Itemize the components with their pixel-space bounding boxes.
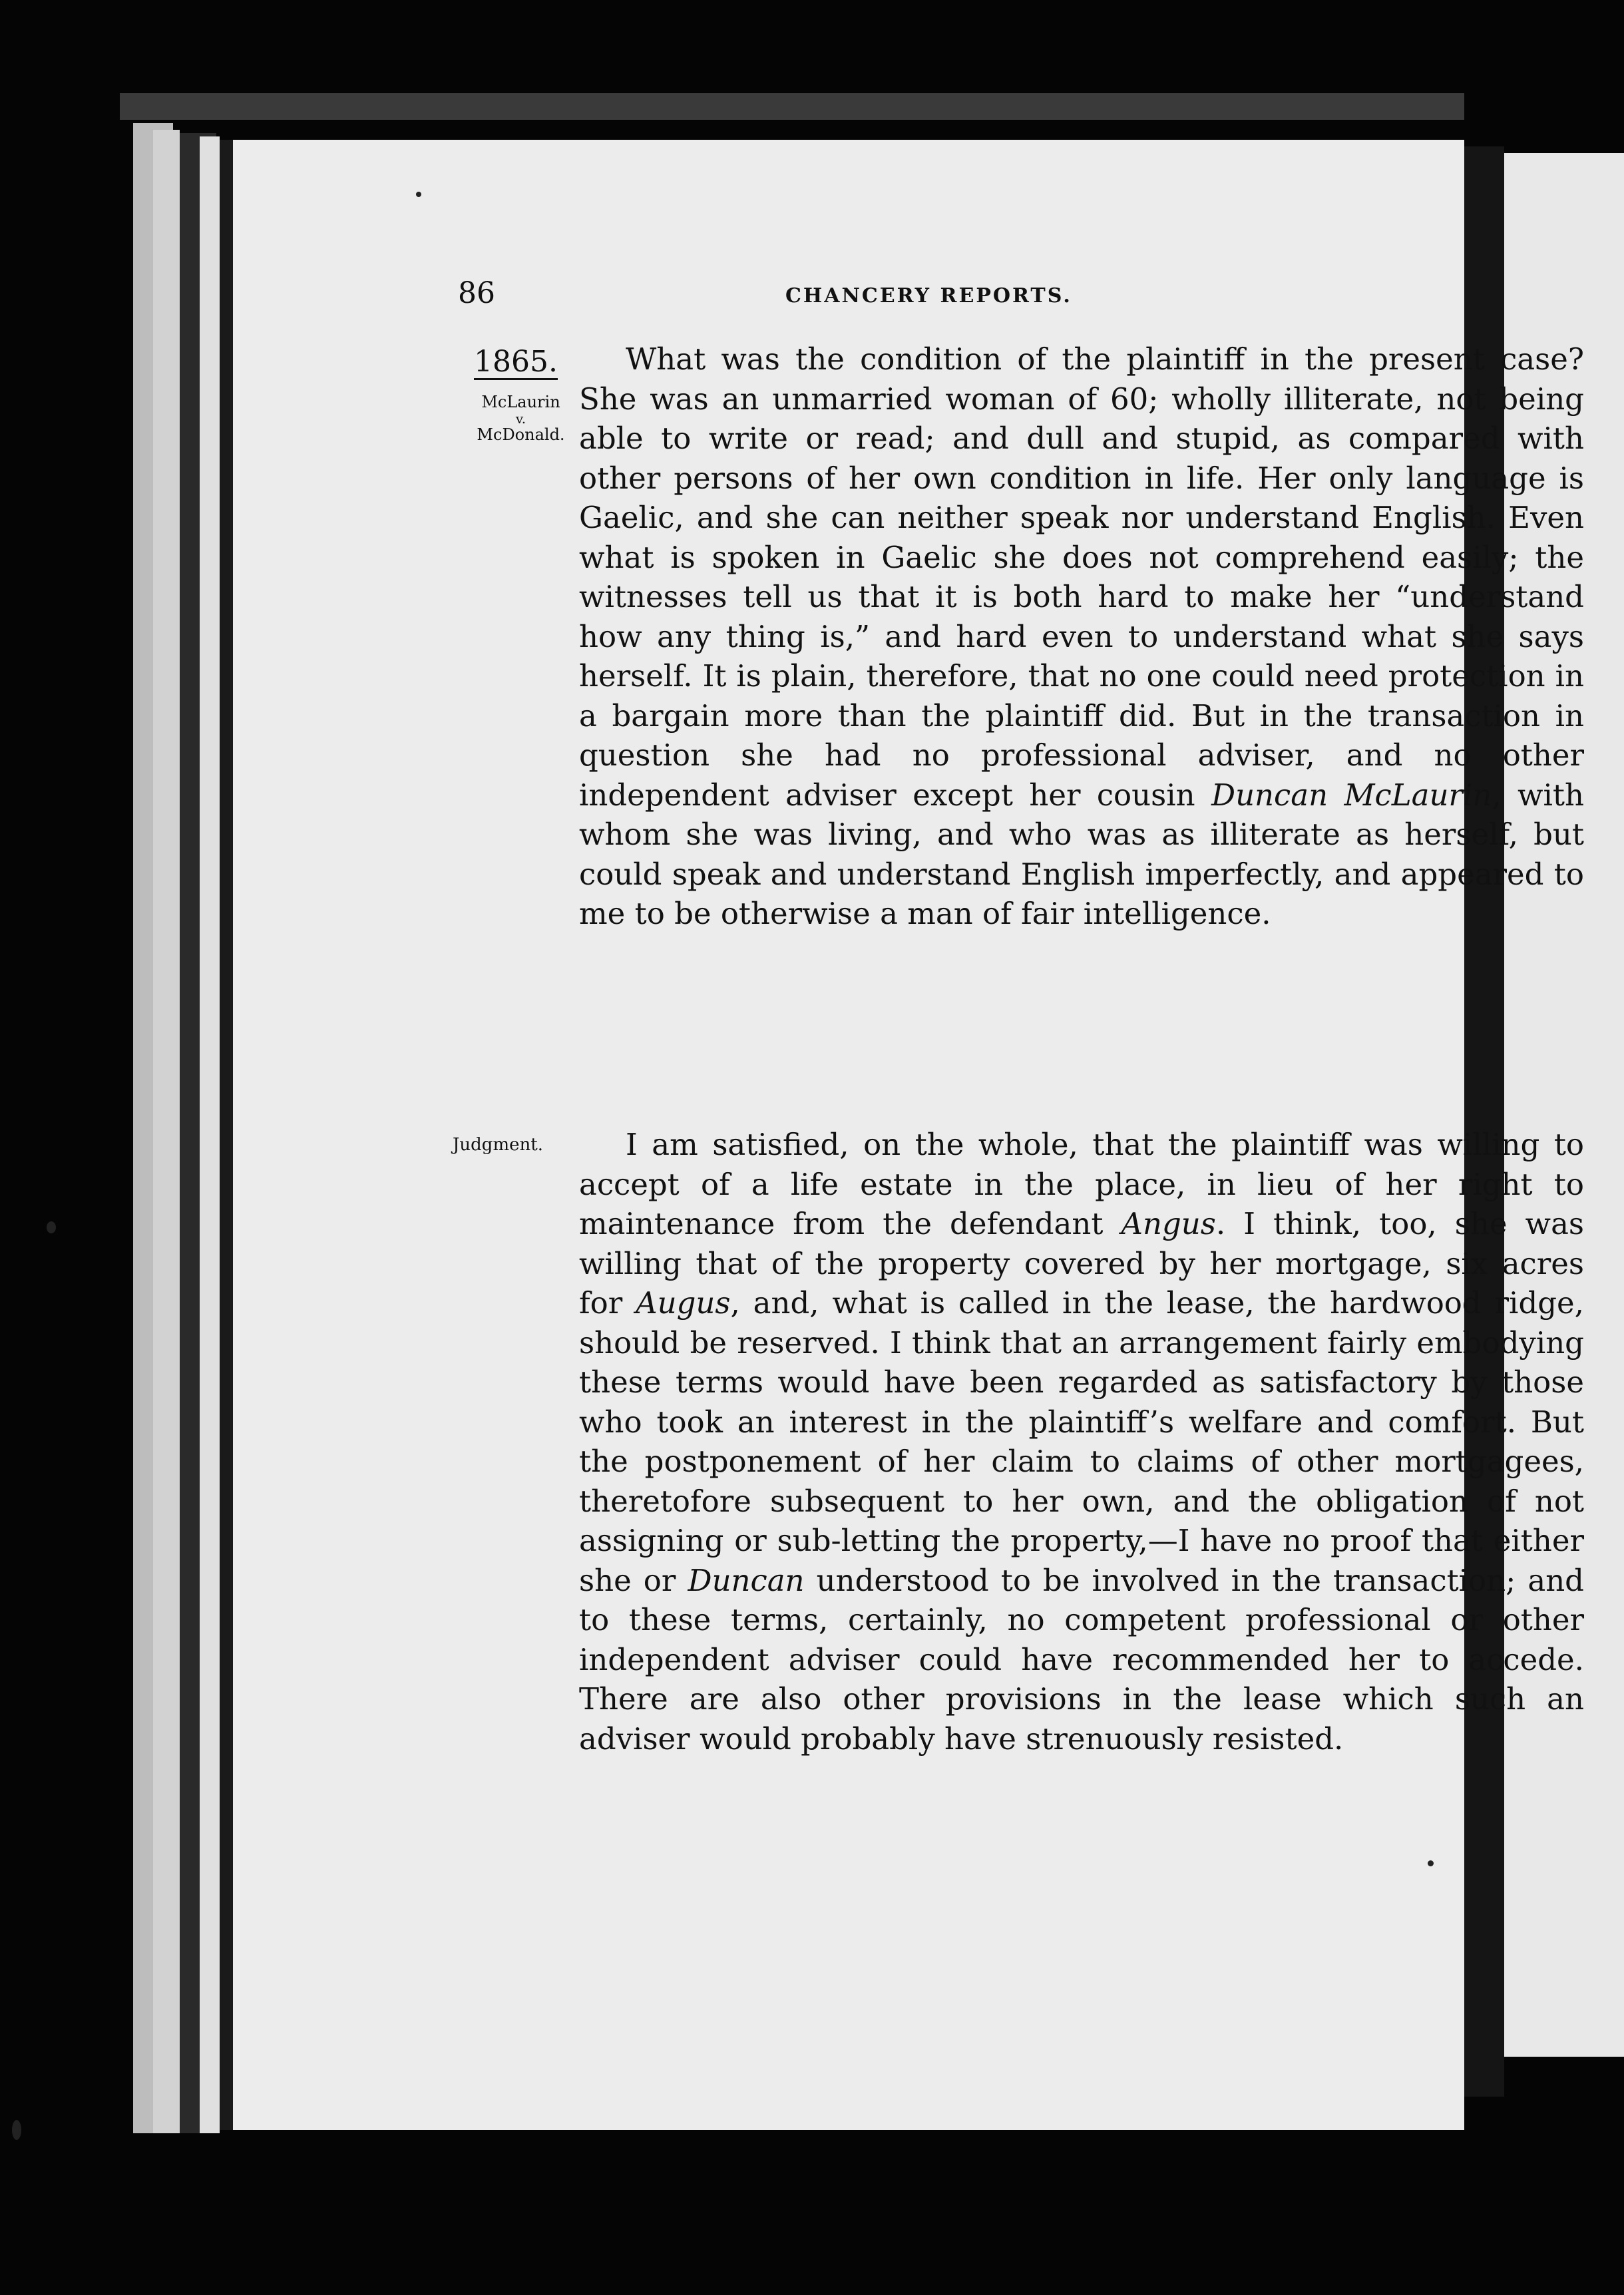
text-run: What was the condition of the plaintiff in the present case? She was an unmarried woman of 60; wholly illiterate, not being able to write or read; and dull and stupid, as compared with other persons of her own condition in life. Her only language is Gaelic, and she can neither speak nor understand English. Even what is spoken in Gaelic she does not comprehend easily; the witnesses tell us that it is both hard to make her “understand how any thing is,” and hard even to understand what she says herself. It is plain, therefore, that no one could need protection in a bargain more than the plaintiff did. But in the transaction in question she had no professional adviser, and no other independent adviser except her cousin (579, 341, 1584, 813)
text-run: , with whom she was living, and who was as illiterate as herself, but could speak and understand English imperfectly, and appeared to me to be otherwise a man of fair intelligence. (579, 777, 1584, 931)
scan-speck (12, 2120, 21, 2140)
text-run: understood to be involved in the transaction; and to these terms, certainly, no competent professional or other independent adviser could have recommended her to accede. There are also other provisions in the lease which such an adviser would probably have strenuously resisted. (579, 1562, 1584, 1757)
book-page (233, 140, 1584, 2130)
party-name: Duncan McLaurin (1211, 777, 1492, 813)
page-edge (153, 130, 180, 2133)
party-name: Augus (636, 1285, 731, 1321)
paragraph-condition (579, 339, 1584, 934)
case-defendant: McDonald. (477, 425, 565, 444)
case-versus: v. (515, 410, 526, 427)
scan-speck (416, 192, 421, 197)
text-run: I am satisfied, on the whole, that the plaintiff was willing to accept of a life estate in the place, in lieu of her right to maintenance from the defendant (579, 1127, 1584, 1241)
running-title: CHANCERY REPORTS. (785, 284, 1072, 308)
page-edge (220, 140, 233, 2130)
case-name (463, 393, 579, 445)
party-name: Angus (1121, 1206, 1216, 1241)
scan-speck (1428, 1860, 1434, 1866)
scan-speck (47, 1221, 56, 1233)
margin-year: 1865. (474, 346, 558, 380)
page-edge (200, 136, 220, 2133)
scan-top-strip (120, 93, 1464, 120)
page-number: 86 (458, 276, 495, 310)
text-run: , and, what is called in the lease, the hardwood ridge, should be reserved. I think that an arrangement fairly embodying these terms would have been regarded as satisfactory by those who took an interest in the plaintiff’s welfare and comfort. But the postponement of her claim to claims of other mortgagees, theretofore subsequent to her own, and the obligation of not assigning or sub-letting the property,—I have no proof that either she or (579, 1285, 1584, 1598)
paragraph-judgment (579, 1125, 1584, 1759)
case-plaintiff: McLaurin (481, 393, 560, 411)
party-name: Duncan (688, 1562, 805, 1598)
text-run: . I think, too, she was willing that of the property covered by her mortgage, six acres for (579, 1206, 1584, 1321)
judgment-label: Judgment. (453, 1135, 543, 1155)
